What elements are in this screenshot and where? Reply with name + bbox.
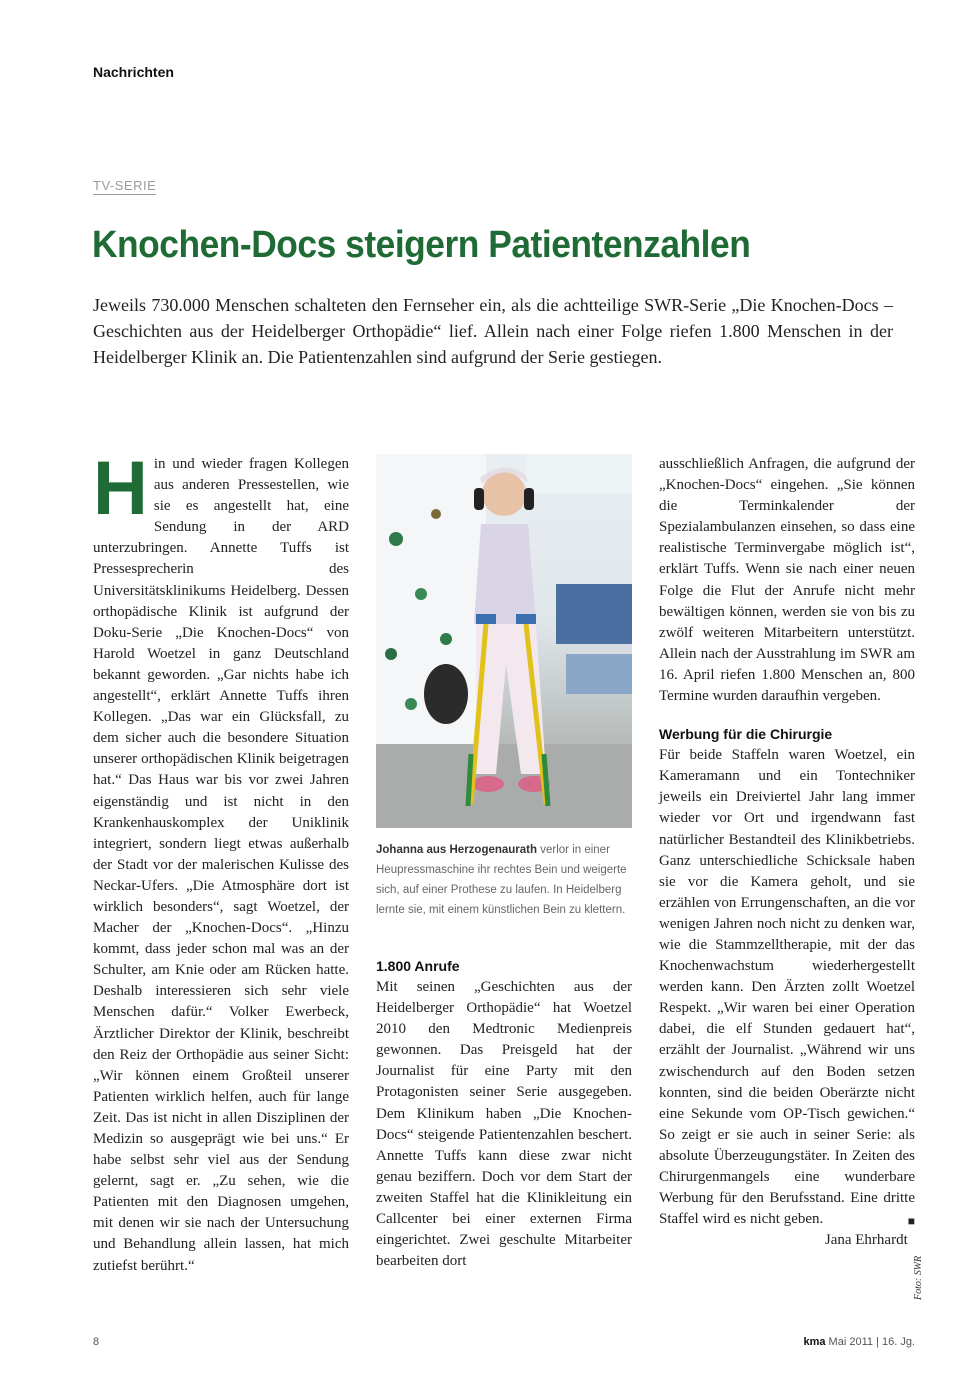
page-number: 8	[93, 1336, 100, 1348]
article-photo	[376, 454, 632, 828]
author: Jana Ehrhardt	[824, 1232, 908, 1249]
subheading-werbung: Werbung für die Chirurgie	[659, 726, 833, 743]
issue-date: Mai 2011	[828, 1336, 873, 1348]
volume: 16. Jg.	[881, 1336, 915, 1348]
body-text	[659, 745, 915, 1230]
subheading-anrufe: 1.800 Anrufe	[376, 958, 460, 974]
caption-name: Johanna aus Herzogenaurath	[376, 844, 538, 856]
body-text-final: Für beide Staffeln waren Woetzel, ein Kameramann und ein Tontechniker jeweils ein Dreiviertel Jahr lang immer wieder vor Ort und irgendwann fast natürlicher Bestandteil des Klinikbetriebs. Ganz unterschiedliche Schicksale haben sie vor die Kamera geholt, und sie erzählen von Errungenschaften, an die vor wenigen Jahren noch nicht zu denken war, wie die Stammzelltherapie, mit der das Knochenwachstum wiederhergestellt werden kann. Den Ärzten zollt Woetzel Respekt. „Wir waren bei einer Operation dabei, die elf Stunden gedauert hat“, erzählt der Journalist. „Während wir uns zwischendurch auf den Boden setzen konnten, sind die beiden Oberärzte nicht eine Sekunde vom OP-Tisch gewichen.“ So zeigt er sie auch in seiner Serie: als absolute Überzeugungstäter. In Zeiten des Chirurgenmangels eine wunderbare Werbung für den Berufsstand. Eine dritte Staffel wird es nicht geben.	[659, 747, 915, 1228]
end-mark: ■	[907, 1214, 915, 1229]
photo-credit: Foto: SWR	[913, 1255, 924, 1300]
brand-logo: kma	[803, 1336, 826, 1348]
photo-illustration	[376, 454, 632, 828]
body-text: ausschließlich Anfragen, die aufgrund der „Knochen-Docs“ eingehen. „Sie können die Terminkalender der Spezialambulanzen einsehen, so dass eine realistische Terminvergabe möglich ist“, erklärt Tuffs. Wenn sie nach einer neuen Folge die Flut der Anrufe nicht mehr bewältigen können, werden sie von bis zu zwölf weiteren Mitarbeitern unterstützt. Allein nach der Ausstrahlung im SWR am 16. April riefen 1.800 Menschen an, 800 Termine wurden daraufhin vergeben.	[659, 456, 915, 705]
footer-separator: |	[876, 1336, 879, 1348]
kicker: TV-SERIE	[93, 178, 157, 193]
article-column-3	[659, 454, 915, 1251]
dropcap: H	[93, 446, 148, 531]
article-column-2	[376, 454, 632, 1272]
section-label: Nachrichten	[93, 64, 174, 80]
body-text: Mit seinen „Geschichten aus der Heidelberger Orthopädie“ hat Woetzel 2010 den Medtronic Medienpreis gewonnen. Das Preisgeld hat der Journalist für eine Party mit den Protagonisten seiner Serie ausgegeben. Dem Klinikum haben „Die Knochen-Docs“ steigende Patientenzahlen beschert. Annette Tuffs kann diese zwar nicht genau beziffern. Doch vor dem Start der zweiten Staffel hat die Klinikleitung ein Callcenter bei einer externen Firma eingerichtet. Zwei geschulte Mitarbeiter bearbeiten dort	[376, 979, 632, 1270]
caption-text: verlor in einer Heupressmaschine ihr rechtes Bein und weigerte sich, auf einer Prothese zu laufen. In Heidelberg lernte sie, mit einem künstlichen Bein zu klettern.	[376, 844, 627, 916]
photo-caption	[376, 840, 632, 920]
headline: Knochen-Docs steigern Patientenzahlen	[92, 224, 751, 266]
footer-issue	[803, 1336, 915, 1348]
body-text: in und wieder fragen Kollegen aus anderen Pressestellen, wie sie es angestellt hat, eine Sendung in der ARD unterzubringen. Annette Tuffs ist Pressesprecherin des Universitätsklinikums Heidelberg. Dessen orthopädische Klinik ist aufgrund der Doku-Serie „Die Knochen-Docs“ von Harold Woetzel in ganz Deutschland bekannt geworden. „Gar nichts habe ich angestellt“, erklärt Annette Tuffs ihren Kollegen. „Das war ein Glücksfall, zu dem sicher auch die besondere Situation unserer orthopädischen Klinik beigetragen hat.“ Das Haus war bis vor zwei Jahren eigenständig und ist nicht in den Krankenhauskomplex der Uniklinik integriert, sondern liegt etwas außerhalb der Stadt vor der malerischen Kulisse des Neckar-Ufers. „Die Atmosphäre dort ist wirklich besonders“, sagt Woetzel, der Macher der „Knochen-Docs“. „Hinzu kommt, dass jeder schon mal was an der Schulter, am Knie oder am Rücken hatte. Deshalb interessieren sich sehr viele Menschen dafür.“ Volker Ewerbeck, Ärztlicher Direktor der Klinik, beschreibt den Reiz der Orthopädie aus seiner Sicht: „Wir können einem Großteil unserer Patienten wirklich helfen, auch für lange Zeit. Das ist nicht in allen Disziplinen der Medizin so ausgeprägt wie bei uns.“ Er habe selbst sehr viel aus der Sendung gelernt, sagt er. „Zu sehen, wie die Patienten mit den Diagnosen umgehen, mit denen wir sie nach der Untersuchung und Behandlung allein lassen, hat mich zutiefst berührt.“	[93, 456, 349, 1274]
lead-paragraph: Jeweils 730.000 Menschen schalteten den Fernseher ein, als die achtteilige SWR-Serie „Die Knochen-Docs – Geschichten aus der Heidelberger Orthopädie“ lief. Allein nach einer Folge riefen 1.800 Menschen in der Heidelberger Klinik an. Die Patientenzahlen sind aufgrund der Serie gestiegen.	[93, 295, 893, 367]
article-column-1	[93, 446, 349, 1277]
